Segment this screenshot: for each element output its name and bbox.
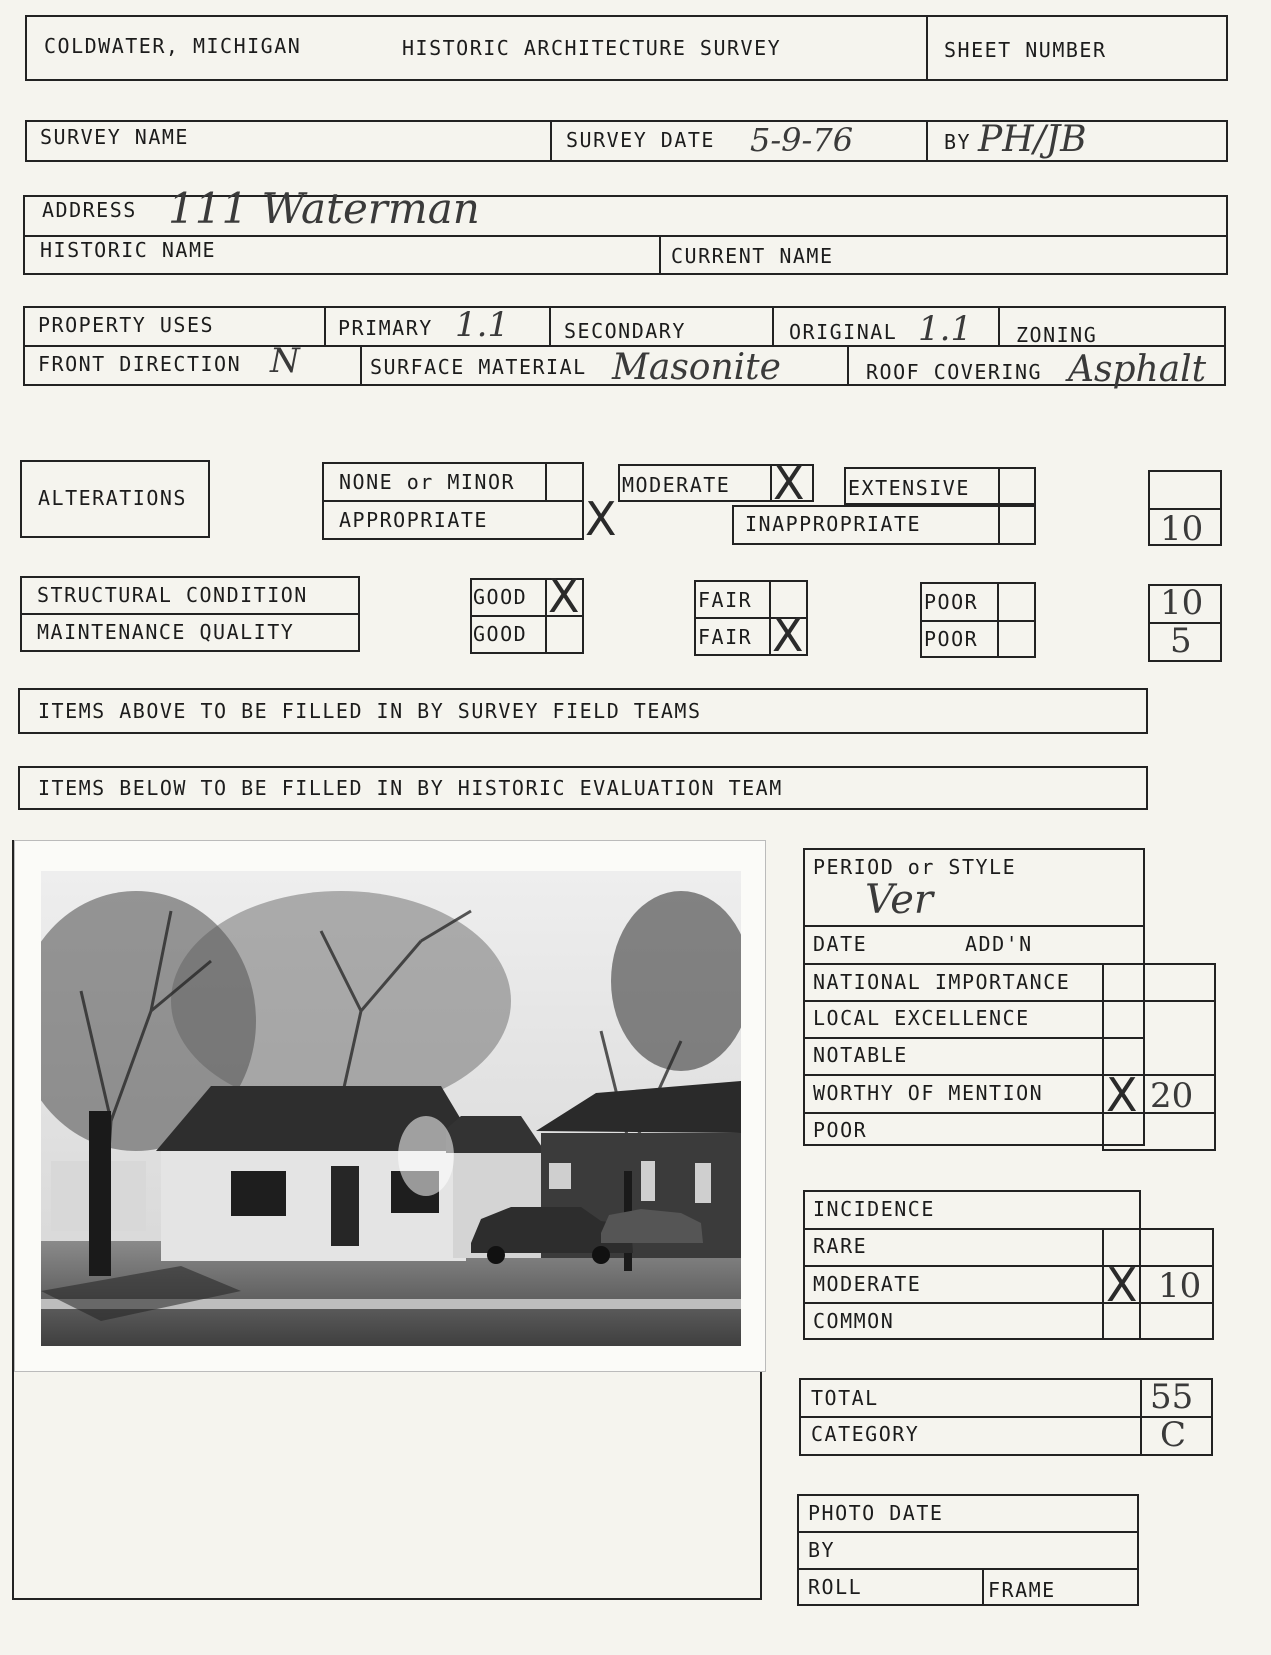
incidence-moderate-check-mark[interactable]: X: [1106, 1258, 1138, 1312]
inappropriate-label: INAPPROPRIATE: [745, 512, 922, 536]
address-value[interactable]: 111 Waterman: [168, 184, 480, 233]
surface-material-value[interactable]: Masonite: [612, 347, 781, 388]
items-below-note: ITEMS BELOW TO BE FILLED IN BY HISTORIC EVALUATION TEAM: [38, 776, 783, 800]
category-value[interactable]: C: [1160, 1415, 1187, 1455]
alterations-score[interactable]: 10: [1160, 509, 1204, 549]
surface-material-label: SURFACE MATERIAL: [370, 355, 587, 379]
national-importance-label: NATIONAL IMPORTANCE: [813, 970, 1071, 994]
sheet-number-label: SHEET NUMBER: [944, 38, 1107, 62]
maintenance-fair-label: FAIR: [698, 625, 753, 649]
primary-label: PRIMARY: [338, 316, 433, 340]
property-uses-label: PROPERTY USES: [38, 313, 215, 337]
structural-condition-label: STRUCTURAL CONDITION: [37, 583, 308, 607]
rare-label: RARE: [813, 1234, 868, 1258]
maintenance-good-label: GOOD: [473, 622, 528, 646]
moderate-check-mark[interactable]: X: [773, 456, 805, 510]
maintenance-poor-label: POOR: [924, 627, 979, 651]
worthy-check-mark[interactable]: X: [1106, 1068, 1138, 1122]
structural-fair-label: FAIR: [698, 588, 753, 612]
worthy-score[interactable]: 20: [1150, 1076, 1194, 1116]
incidence-label: INCIDENCE: [813, 1197, 935, 1221]
appropriate-check-mark[interactable]: X: [585, 492, 617, 546]
local-excellence-label: LOCAL EXCELLENCE: [813, 1006, 1030, 1030]
items-above-note: ITEMS ABOVE TO BE FILLED IN BY SURVEY FIELD TEAMS: [38, 699, 702, 723]
maintenance-score[interactable]: 5: [1170, 621, 1192, 661]
worthy-of-mention-label: WORTHY OF MENTION: [813, 1081, 1044, 1105]
extensive-label: EXTENSIVE: [848, 476, 970, 500]
total-value[interactable]: 55: [1150, 1377, 1194, 1417]
structural-score[interactable]: 10: [1160, 583, 1204, 623]
form-title: HISTORIC ARCHITECTURE SURVEY: [402, 36, 782, 60]
category-label: CATEGORY: [811, 1422, 920, 1446]
house-photo-mount: [14, 840, 766, 1372]
total-label: TOTAL: [811, 1386, 879, 1410]
maintenance-quality-label: MAINTENANCE QUALITY: [37, 620, 295, 644]
photo-by-label: BY: [808, 1538, 836, 1562]
roof-covering-value[interactable]: Asphalt: [1068, 349, 1207, 390]
addn-label: ADD'N: [965, 932, 1033, 956]
survey-name-label: SURVEY NAME: [40, 125, 189, 149]
evaluation-score-box: [1102, 963, 1216, 1151]
survey-by-label: BY: [944, 130, 972, 154]
period-style-label: PERIOD or STYLE: [813, 855, 1017, 879]
incidence-moderate-label: MODERATE: [813, 1272, 922, 1296]
structural-good-check-mark[interactable]: X: [548, 569, 580, 623]
roof-covering-label: ROOF COVERING: [866, 360, 1043, 384]
photo-date-label: PHOTO DATE: [808, 1501, 944, 1525]
survey-by-value[interactable]: PH/JB: [978, 119, 1087, 160]
original-value[interactable]: 1.1: [918, 309, 973, 349]
primary-value[interactable]: 1.1: [455, 305, 510, 345]
none-minor-label: NONE or MINOR: [339, 470, 516, 494]
structural-poor-label: POOR: [924, 590, 979, 614]
survey-date-label: SURVEY DATE: [566, 128, 715, 152]
incidence-moderate-score[interactable]: 10: [1158, 1266, 1202, 1306]
common-label: COMMON: [813, 1309, 895, 1333]
address-label: ADDRESS: [42, 198, 137, 222]
front-direction-label: FRONT DIRECTION: [38, 352, 242, 376]
city-label: COLDWATER, MICHIGAN: [44, 34, 302, 58]
structural-good-label: GOOD: [473, 585, 528, 609]
evaluation-poor-label: POOR: [813, 1118, 868, 1142]
roll-label: ROLL: [808, 1575, 863, 1599]
front-direction-value[interactable]: N: [270, 341, 300, 381]
date-label: DATE: [813, 932, 868, 956]
frame-label: FRAME: [988, 1578, 1056, 1602]
moderate-label: MODERATE: [622, 473, 731, 497]
original-label: ORIGINAL: [789, 320, 898, 344]
historic-name-label: HISTORIC NAME: [40, 238, 217, 262]
alterations-label: ALTERATIONS: [38, 486, 187, 510]
secondary-label: SECONDARY: [564, 319, 686, 343]
period-style-value[interactable]: Ver: [865, 877, 934, 923]
appropriate-label: APPROPRIATE: [339, 508, 488, 532]
current-name-label: CURRENT NAME: [671, 244, 834, 268]
notable-label: NOTABLE: [813, 1043, 908, 1067]
survey-date-value[interactable]: 5-9-76: [750, 121, 854, 159]
maintenance-fair-check-mark[interactable]: X: [772, 608, 804, 662]
zoning-label: ZONING: [1016, 323, 1098, 347]
house-photo: [41, 871, 741, 1346]
